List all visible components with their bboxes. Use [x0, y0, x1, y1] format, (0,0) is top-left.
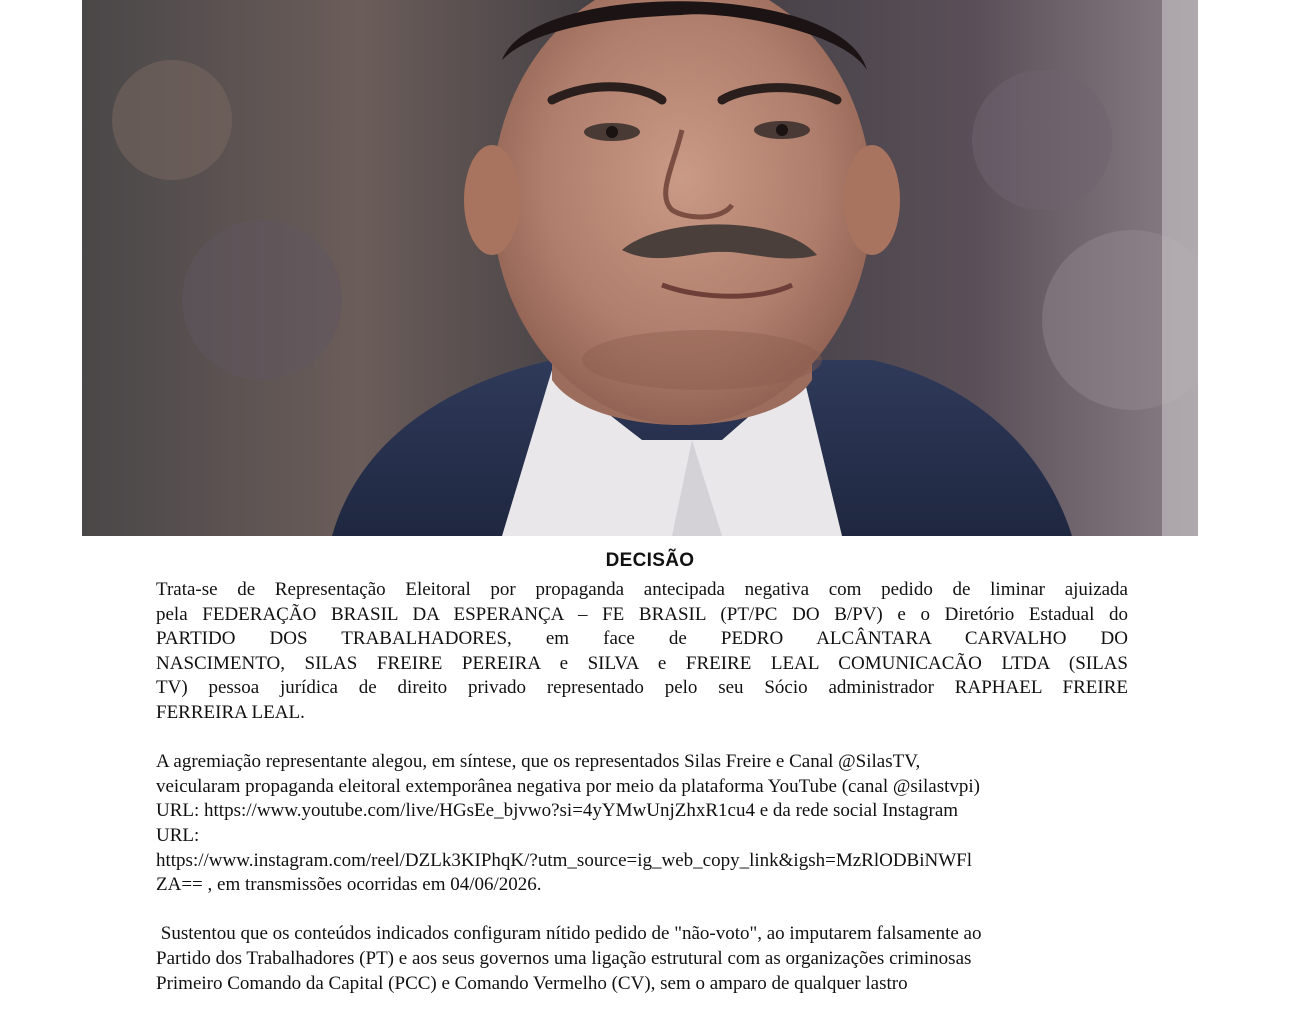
paragraph-2 — [156, 750, 1128, 898]
text-line: PARTIDO DOS TRABALHADORES, em face de PEDRO ALCÂNTARA CARVALHO DO — [156, 628, 1128, 650]
text-line: Partido dos Trabalhadores (PT) e aos seus governos uma ligação estrutural com as organizações criminosas — [156, 947, 972, 969]
document-body — [156, 578, 1128, 1021]
portrait-photo — [82, 0, 1198, 536]
document-title: DECISÃO — [605, 550, 695, 571]
text-line: Trata-se de Representação Eleitoral por propaganda antecipada negativa com pedido de liminar ajuizada — [156, 579, 1128, 600]
text-line: NASCIMENTO, SILAS FREIRE PEREIRA e SILVA e FREIRE LEAL COMUNICACÃO LTDA (SILAS — [156, 652, 1128, 674]
text-line: Sustentou que os conteúdos indicados configuram nítido pedido de "não-voto", ao imputarem falsamente ao — [156, 923, 982, 945]
paragraph-3 — [156, 922, 1128, 996]
portrait-illustration — [82, 0, 1198, 536]
text-line: TV) pessoa jurídica de direito privado representado pelo seu Sócio administrador RAPHAEL FREIRE — [156, 677, 1128, 699]
text-line: Primeiro Comando da Capital (PCC) e Comando Vermelho (CV), sem o amparo de qualquer lastro — [156, 972, 908, 994]
text-line: URL: https://www.youtube.com/live/HGsEe_bjvwo?si=4yYMwUnjZhxR1cu4 e da rede social Instagram — [156, 800, 959, 822]
paragraph-1 — [156, 578, 1128, 726]
text-line: ZA== , em transmissões ocorridas em 04/06/2026. — [156, 874, 542, 896]
text-line: FERREIRA LEAL. — [156, 701, 305, 723]
text-line: veicularam propaganda eleitoral extemporânea negativa por meio da plataforma YouTube (canal @silastvpi) — [156, 775, 981, 797]
text-line: pela FEDERAÇÃO BRASIL DA ESPERANÇA – FE BRASIL (PT/PC DO B/PV) e o Diretório Estadual do — [156, 603, 1128, 625]
text-line: A agremiação representante alegou, em síntese, que os representados Silas Freire e Canal @SilasTV, — [156, 751, 921, 773]
text-line: URL: — [156, 824, 200, 846]
text-line: https://www.instagram.com/reel/DZLk3KIPhqK/?utm_source=ig_web_copy_link&igsh=MzRlODBiNWFl — [156, 849, 972, 871]
